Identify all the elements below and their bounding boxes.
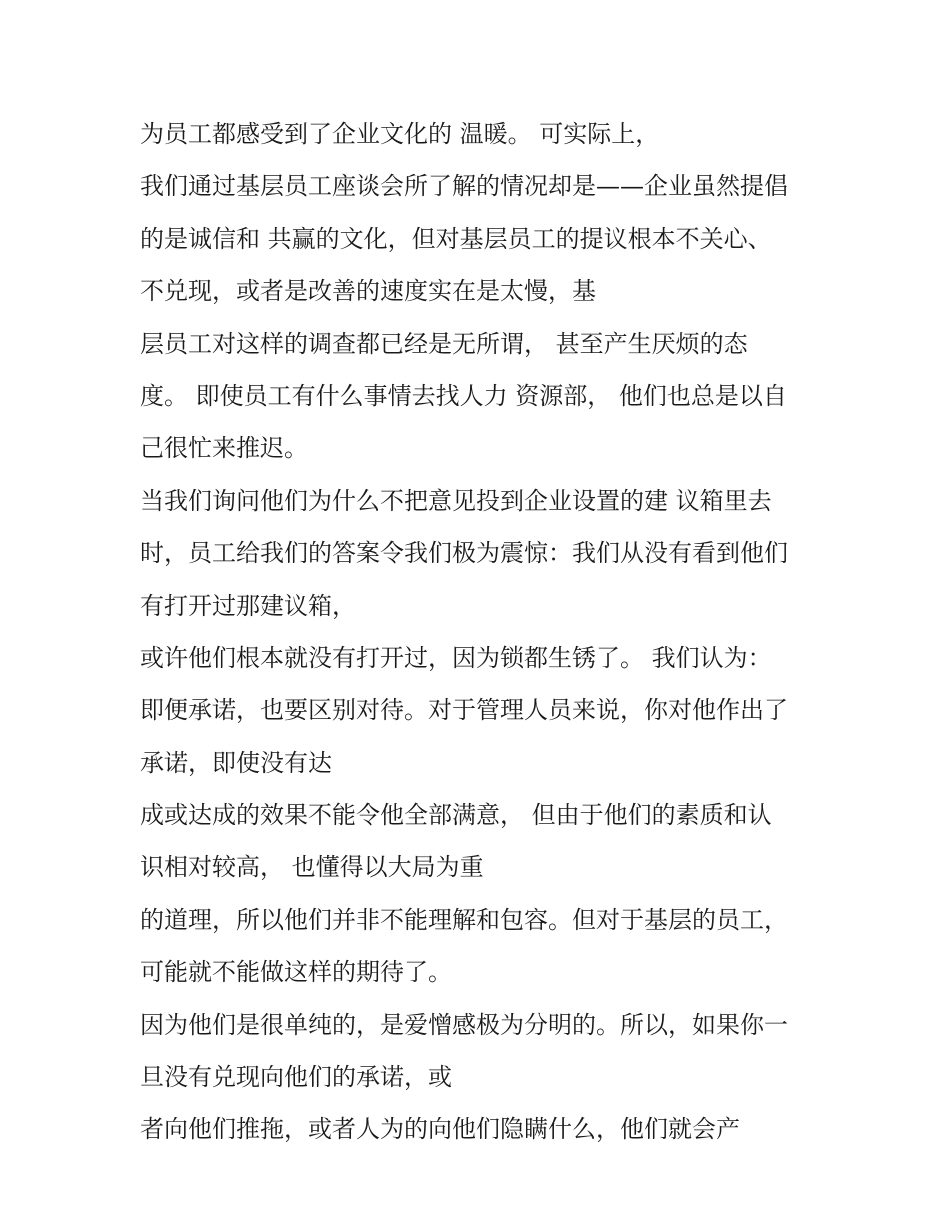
- text-line: 的是诚信和 共赢的文化，但对基层员工的提议根本不关心、: [140, 224, 772, 253]
- text-line: 的道理，所以他们并非不能理解和包容。但对于基层的员工，: [140, 905, 788, 934]
- text-line: 旦没有兑现向他们的承诺，或: [140, 1063, 452, 1092]
- text-line: 度。 即使员工有什么事情去找人力 资源部， 他们也总是以自: [140, 381, 787, 410]
- text-line: 即便承诺，也要区别对待。对于管理人员来说，你对他作出了: [140, 696, 788, 725]
- text-line: 承诺，即使没有达: [140, 748, 332, 777]
- text-line: 成或达成的效果不能令他全部满意， 但由于他们的素质和认: [140, 801, 772, 830]
- text-line: 层员工对这样的调查都已经是无所谓， 甚至产生厌烦的态: [140, 329, 748, 358]
- text-line: 不兑现，或者是改善的速度实在是太慢，基: [140, 277, 596, 306]
- text-line: 时，员工给我们的答案令我们极为震惊：我们从没有看到他们: [140, 539, 788, 568]
- body-text: [140, 108, 820, 1156]
- text-line: 或许他们根本就没有打开过，因为锁都生锈了。 我们认为：: [140, 643, 772, 672]
- text-line: 识相对较高， 也懂得以大局为重: [140, 853, 484, 882]
- text-line: 为员工都感受到了企业文化的 温暖。 可实际上，: [140, 120, 660, 148]
- text-line: 我们通过基层员工座谈会所了解的情况却是——企业虽然提倡: [140, 172, 788, 201]
- text-line: 有打开过那建议箱，: [140, 591, 356, 620]
- text-line: 当我们询问他们为什么不把意见投到企业设置的建 议箱里去: [140, 486, 772, 515]
- text-line: 己很忙来推迟。: [140, 434, 308, 463]
- text-line: 因为他们是很单纯的，是爱憎感极为分明的。所以，如果你一: [140, 1010, 788, 1039]
- text-line: 可能就不能做这样的期待了。: [140, 958, 452, 987]
- text-line: 者向他们推拖，或者人为的向他们隐瞒什么，他们就会产: [140, 1115, 740, 1144]
